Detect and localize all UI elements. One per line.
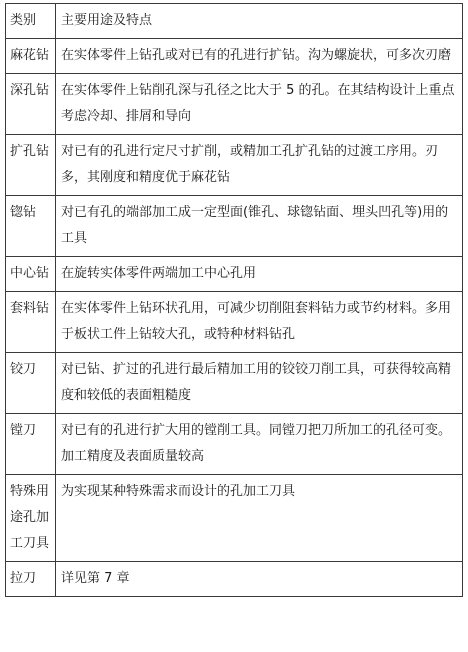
table-row	[6, 39, 463, 74]
table-row	[6, 135, 463, 196]
type-cell: 拉刀	[6, 562, 56, 597]
type-cell: 麻花钻	[6, 39, 56, 74]
table-row	[6, 562, 463, 597]
table-header-row	[6, 4, 463, 39]
type-cell: 深孔钻	[6, 74, 56, 135]
desc-cell: 在旋转实体零件两端加工中心孔用	[56, 257, 463, 292]
table-row	[6, 414, 463, 475]
table-row	[6, 353, 463, 414]
desc-cell: 在实体零件上钻孔或对已有的孔进行扩钻。沟为螺旋状，可多次刃磨	[56, 39, 463, 74]
hole-tool-table	[5, 3, 463, 597]
type-cell: 中心钻	[6, 257, 56, 292]
table-row	[6, 257, 463, 292]
type-cell: 特殊用途孔加工刀具	[6, 475, 56, 562]
type-cell: 套料钻	[6, 292, 56, 353]
desc-cell: 对已有的孔进行定尺寸扩削，或精加工孔扩孔钻的过渡工序用。刃多，其刚度和精度优于麻花钻	[56, 135, 463, 196]
desc-cell: 在实体零件上钻削孔深与孔径之比大于 5 的孔。在其结构设计上重点考虑冷却、排屑和导向	[56, 74, 463, 135]
desc-cell: 在实体零件上钻环状孔用，可减少切削阻套料钻力或节约材料。多用于板状工件上钻较大孔，或特种材料钻孔	[56, 292, 463, 353]
table-row	[6, 475, 463, 562]
desc-cell: 对已钻、扩过的孔进行最后精加工用的铰铰刀削工具，可获得较高精度和较低的表面粗糙度	[56, 353, 463, 414]
table-row	[6, 196, 463, 257]
desc-cell: 为实现某种特殊需求而设计的孔加工刀具	[56, 475, 463, 562]
header-type-cell: 类别	[6, 4, 56, 39]
type-cell: 铰刀	[6, 353, 56, 414]
desc-cell: 详见第 7 章	[56, 562, 463, 597]
table-row	[6, 74, 463, 135]
table-row	[6, 292, 463, 353]
type-cell: 扩孔钻	[6, 135, 56, 196]
desc-cell: 对已有的孔进行扩大用的镗削工具。同镗刀把刀所加工的孔径可变。加工精度及表面质量较高	[56, 414, 463, 475]
type-cell: 镗刀	[6, 414, 56, 475]
table-body	[6, 4, 463, 597]
header-desc-cell: 主要用途及特点	[56, 4, 463, 39]
type-cell: 锪钻	[6, 196, 56, 257]
desc-cell: 对已有孔的端部加工成一定型面(锥孔、球锪钻面、埋头凹孔等)用的工具	[56, 196, 463, 257]
